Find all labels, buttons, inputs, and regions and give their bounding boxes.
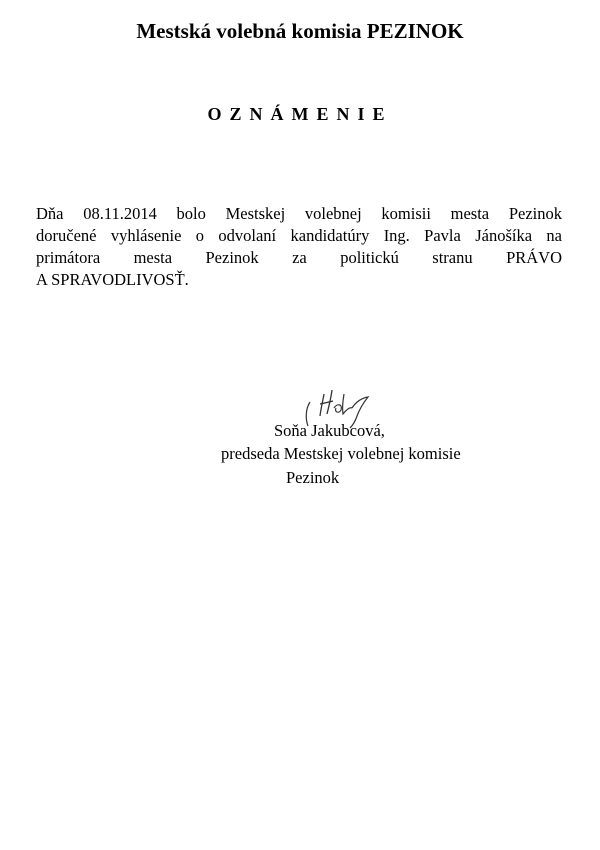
signatory-city: Pezinok bbox=[286, 468, 340, 487]
signatory-role: predseda Mestskej volebnej komisie bbox=[221, 444, 461, 463]
body-line: doručené vyhlásenie o odvolaní kandidatúry Ing. Pavla Jánošíka na bbox=[36, 226, 562, 245]
body-line: primátora mesta Pezinok za politickú stranu PRÁVO bbox=[36, 248, 562, 267]
announcement-body bbox=[36, 203, 562, 291]
body-line: A SPRAVODLIVOSŤ. bbox=[36, 270, 189, 289]
commission-title: Mestská volebná komisia PEZINOK bbox=[136, 19, 464, 43]
body-line: Dňa 08.11.2014 bolo Mestskej volebnej komisii mesta Pezinok bbox=[36, 204, 562, 223]
signatory-name: Soňa Jakubcová, bbox=[274, 421, 385, 440]
announcement-heading: OZNÁMENIE bbox=[207, 104, 393, 124]
